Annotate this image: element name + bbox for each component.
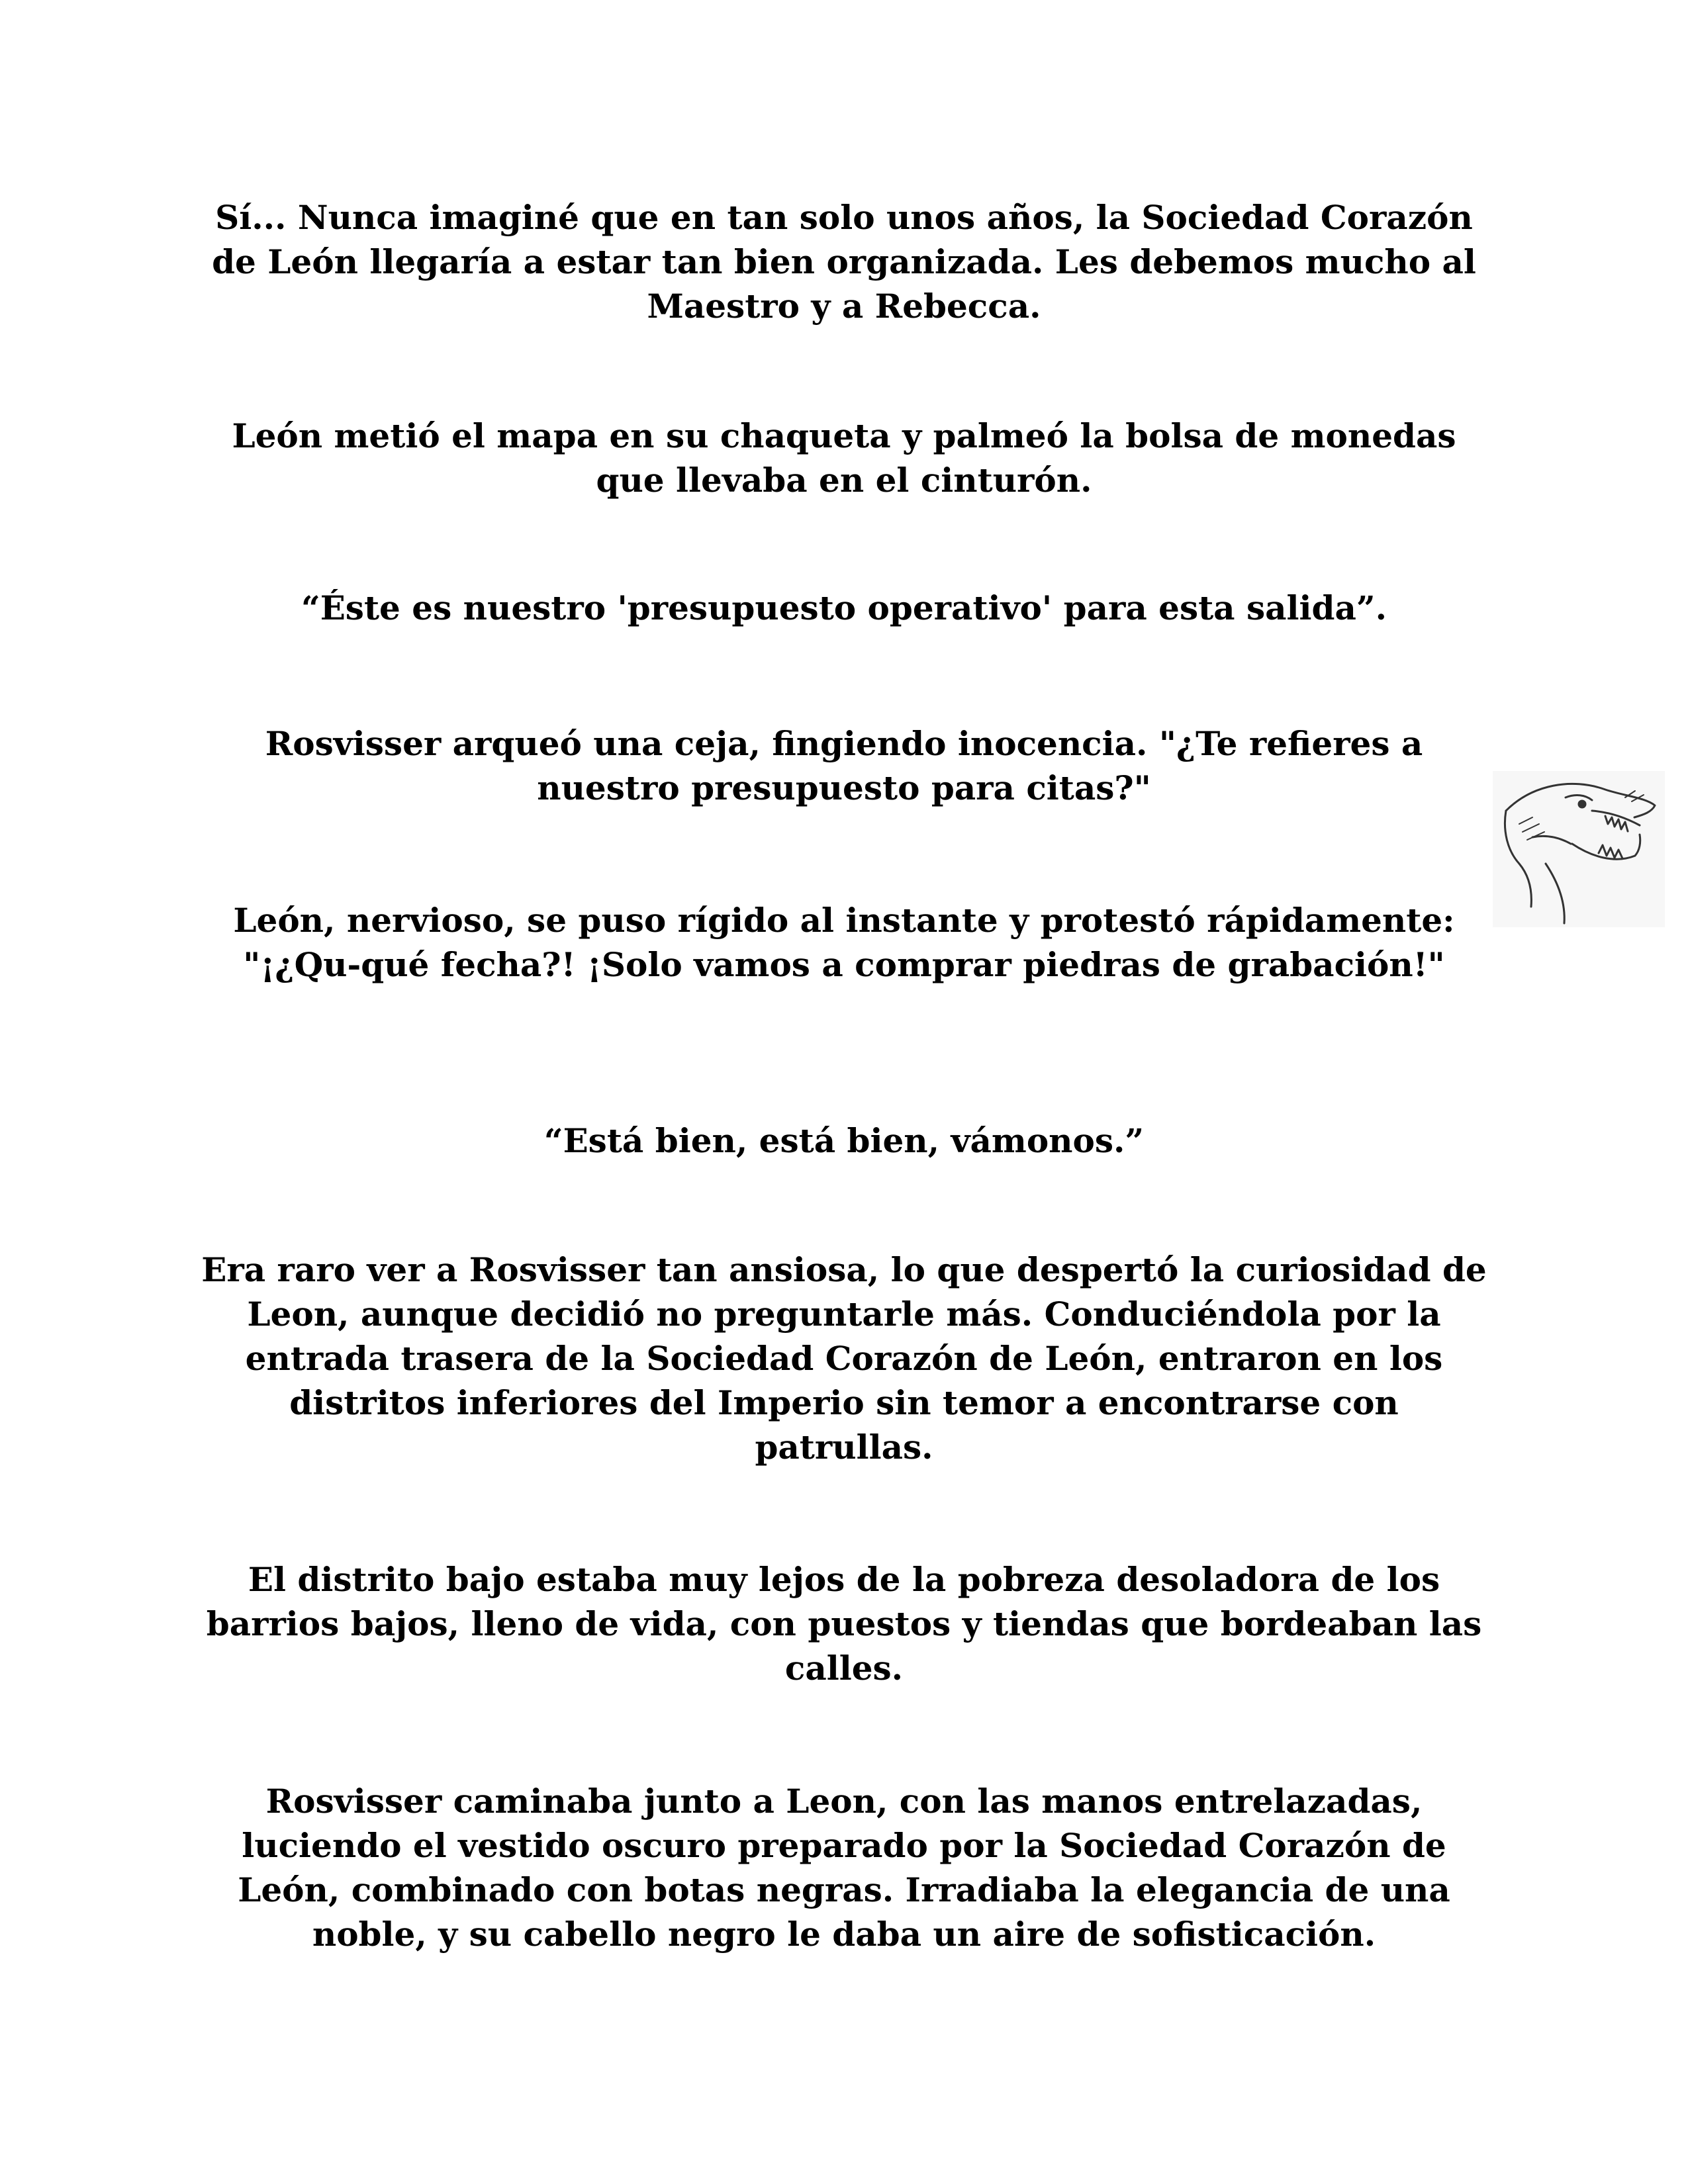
paragraph-7: Era raro ver a Rosvisser tan ansiosa, lo que despertó la curiosidad de Leon, aunque decidió no preguntarle más. Conduciéndola por la entrada trasera de la Sociedad Corazón de León, entraron en los distritos inferiores del Imperio sin temor a encontrarse con patrullas.	[201, 1250, 1487, 1467]
paragraph-8: El distrito bajo estaba muy lejos de la pobreza desoladora de los barrios bajos, lleno de vida, con puestos y tiendas que bordeaban las calles.	[206, 1560, 1482, 1688]
paragraph-4: Rosvisser arqueó una ceja, fingiendo inocencia. "¿Te refieres a nuestro presupuesto para citas?"	[265, 724, 1423, 807]
paragraph-6: “Está bien, está bien, vámonos.”	[543, 1121, 1145, 1160]
dinosaur-head-sketch-icon	[1493, 771, 1665, 927]
paragraph-9: Rosvisser caminaba junto a Leon, con las manos entrelazadas, luciendo el vestido oscuro preparado por la Sociedad Corazón de León, combinado con botas negras. Irradiaba la elegancia de una noble, y su cabello negro le daba un aire de sofisticación.	[238, 1782, 1450, 1954]
paragraph-5: León, nervioso, se puso rígido al instante y protestó rápidamente: "¡¿Qu-qué fecha?! ¡Solo vamos a comprar piedras de grabación!"	[233, 901, 1455, 984]
paragraph-3: “Éste es nuestro 'presupuesto operativo' para esta salida”.	[301, 588, 1387, 627]
paragraph-2: León metió el mapa en su chaqueta y palmeó la bolsa de monedas que llevaba en el cinturón.	[232, 416, 1456, 500]
paragraph-1: Sí... Nunca imaginé que en tan solo unos años, la Sociedad Corazón de León llegaría a estar tan bien organizada. Les debemos mucho al Maestro y a Rebecca.	[212, 198, 1476, 326]
